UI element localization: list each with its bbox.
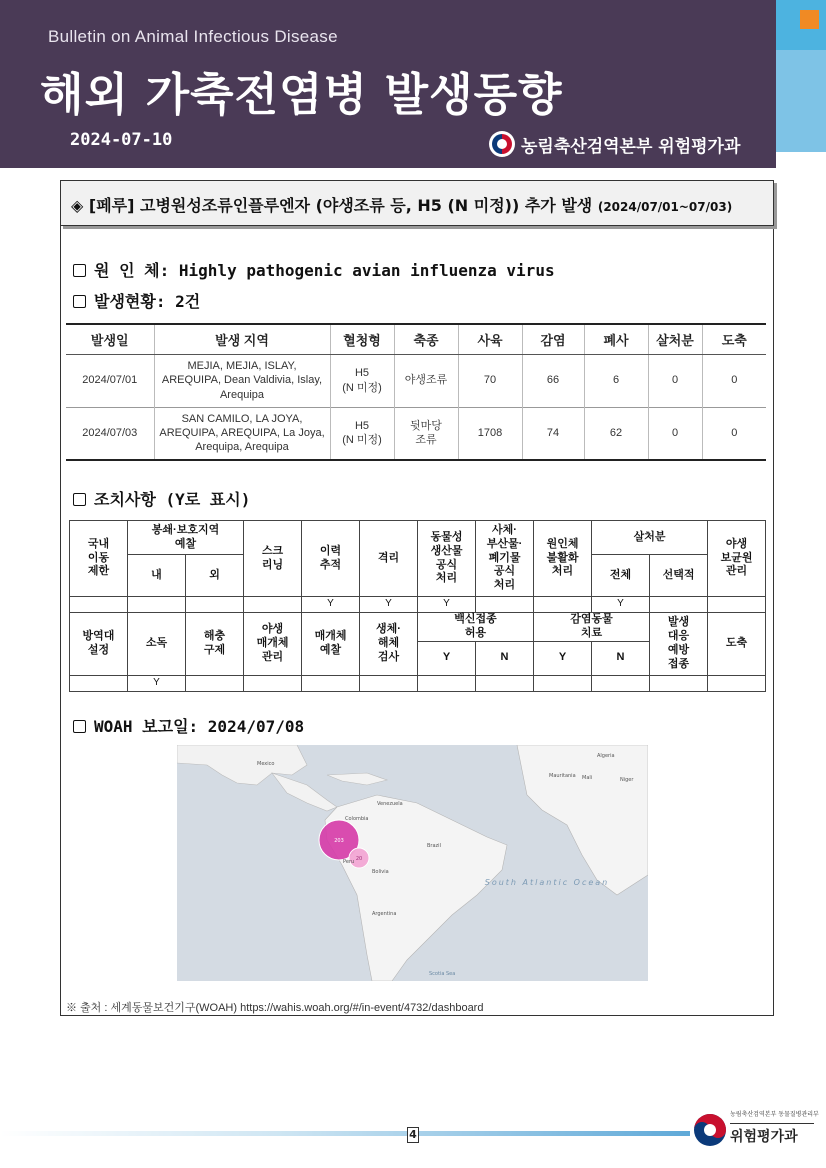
hdr-tracing — [302, 521, 360, 597]
hdr-vector-surv — [302, 613, 360, 676]
hdr-movement — [70, 521, 128, 597]
place-label: Peru — [343, 859, 355, 865]
cell-infected: 74 — [522, 407, 584, 460]
hdr-line: 원인체 — [546, 537, 579, 550]
taegeuk-emblem-icon — [489, 131, 515, 157]
place-label: Argentina — [372, 911, 397, 917]
page-number: 4 — [407, 1127, 419, 1143]
hdr-line: 사체· — [492, 524, 517, 537]
status-line — [73, 289, 200, 312]
value-cell — [70, 597, 128, 613]
place-label: Scotia Sea — [429, 971, 456, 977]
hdr-vacc-yes: Y — [418, 641, 476, 675]
hdr-line: 이동 — [87, 551, 110, 564]
place-label: Niger — [620, 777, 634, 783]
hdr-products — [418, 521, 476, 597]
taegeuk-logo-icon — [690, 1110, 730, 1150]
checkbox-square-icon — [73, 720, 86, 733]
hdr-line: 백신접종 — [454, 613, 497, 625]
col-header: 발생 지역 — [154, 324, 330, 354]
hdr-line: 부산물· — [486, 537, 523, 550]
cell-raised: 1708 — [458, 407, 522, 460]
hdr-line: 처리 — [493, 579, 516, 592]
hdr-cull-all: 전체 — [592, 555, 650, 597]
issue-date: 2024-07-10 — [70, 130, 173, 150]
table-row — [66, 354, 766, 407]
value-cell — [476, 675, 534, 691]
bulletin-subtitle: Bulletin on Animal Infectious Disease — [48, 27, 338, 46]
hdr-disinfection: 소독 — [128, 613, 186, 676]
hdr-line: 공식 — [435, 558, 458, 571]
serotype-line: H5 — [354, 367, 370, 380]
headline-box — [60, 180, 774, 226]
species-line: 뒷마당 — [410, 419, 442, 432]
hdr-line: 야생 — [261, 623, 284, 636]
hdr-line: 허용 — [464, 626, 487, 639]
col-header: 사육 — [458, 324, 522, 354]
cell-dead: 62 — [584, 407, 648, 460]
region-line: Arequipa — [219, 388, 265, 401]
hdr-line: 감염동물 — [570, 613, 613, 625]
value-cell: Y — [592, 597, 650, 613]
hdr-carcass — [476, 521, 534, 597]
cell-serotype — [330, 354, 394, 407]
cell-slaughtered: 0 — [702, 407, 766, 460]
value-cell — [592, 675, 650, 691]
cell-serotype — [330, 407, 394, 460]
hdr-line: 보균원 — [720, 551, 753, 564]
outbreak-map — [177, 745, 648, 981]
serotype-line: (N 미정) — [342, 381, 382, 394]
hdr-line: 예찰 — [319, 643, 342, 656]
hdr-line: 추적 — [319, 558, 342, 571]
region-line: SAN CAMILO, LA JOYA, — [181, 412, 303, 425]
org-name: 농림축산검역본부 위험평가과 — [521, 136, 741, 157]
hdr-treat-yes: Y — [534, 641, 592, 675]
col-header: 혈청형 — [330, 324, 394, 354]
col-header: 축종 — [394, 324, 458, 354]
value-cell: Y — [418, 597, 476, 613]
place-label: Venezuela — [377, 801, 403, 807]
value-cell — [128, 597, 186, 613]
species-line: 야생조류 — [404, 374, 448, 387]
value-cell: Y — [128, 675, 186, 691]
occurrence-header-row — [66, 324, 766, 354]
checkbox-square-icon — [73, 295, 86, 308]
org-logo — [489, 129, 740, 159]
ocean-label: South Atlantic Ocean — [484, 878, 610, 887]
headline-period: (2024/07/01~07/03) — [597, 200, 733, 214]
hdr-line: 접종 — [667, 657, 690, 670]
hdr-vacc-no: N — [476, 641, 534, 675]
region-line: MEJIA, MEJIA, ISLAY, — [187, 360, 297, 373]
hdr-slaughter: 도축 — [708, 613, 766, 676]
cell-region — [154, 354, 330, 407]
hdr-line: 불활화 — [546, 551, 579, 564]
place-label: Algeria — [597, 753, 615, 759]
cell-raised: 70 — [458, 354, 522, 407]
footer-org: 농림축산검역본부 동물질병관리부 — [730, 1111, 819, 1118]
cell-species — [394, 354, 458, 407]
value-cell — [70, 675, 128, 691]
hdr-line: 봉쇄·보호지역 — [151, 523, 220, 536]
value-cell — [186, 675, 244, 691]
col-header: 감염 — [522, 324, 584, 354]
hdr-line: 동물성 — [430, 531, 463, 543]
place-label: Colombia — [345, 816, 369, 822]
cell-date: 2024/07/01 — [66, 354, 154, 407]
hdr-screening — [244, 521, 302, 597]
hdr-line: 생산물 — [430, 544, 463, 557]
hdr-line: 매개체 — [314, 630, 347, 642]
measures-values-row — [70, 597, 766, 613]
value-cell — [186, 597, 244, 613]
checkbox-square-icon — [73, 493, 86, 506]
hdr-line: 치료 — [580, 626, 603, 639]
col-header: 발생일 — [66, 324, 154, 354]
hdr-wild — [708, 521, 766, 597]
value-cell — [418, 675, 476, 691]
hdr-vaccination — [418, 613, 534, 642]
hdr-line: 관리 — [261, 650, 284, 663]
map-graphic — [177, 745, 648, 981]
measures-table — [69, 520, 766, 692]
region-line: Arequipa, Arequipa — [195, 441, 289, 454]
measures-header-row-2 — [70, 613, 766, 642]
value-cell — [302, 675, 360, 691]
cell-dead: 6 — [584, 354, 648, 407]
hdr-line: 해체 — [377, 636, 400, 649]
hdr-line: 스크 — [261, 544, 284, 557]
woah-report-line — [73, 714, 304, 737]
place-label: Mali — [582, 775, 593, 781]
hdr-line: 이력 — [319, 544, 342, 557]
col-header: 살처분 — [648, 324, 702, 354]
col-header: 폐사 — [584, 324, 648, 354]
cell-region — [154, 407, 330, 460]
cluster-label: 20 — [355, 856, 363, 862]
hdr-line: 구제 — [203, 643, 226, 656]
headline — [71, 193, 732, 216]
hdr-line: 해충 — [203, 630, 226, 642]
hdr-line: 예찰 — [174, 537, 197, 550]
species-line: 조류 — [415, 434, 437, 447]
cell-infected: 66 — [522, 354, 584, 407]
cell-culled: 0 — [648, 354, 702, 407]
value-cell — [244, 597, 302, 613]
hdr-culling: 살처분 — [592, 521, 708, 555]
hdr-line: 공식 — [493, 565, 516, 578]
hdr-containment — [128, 521, 244, 555]
hdr-line: 매개체 — [256, 636, 289, 649]
value-cell — [360, 675, 418, 691]
checkbox-square-icon — [73, 264, 86, 277]
value-cell — [244, 675, 302, 691]
value-cell — [708, 597, 766, 613]
cell-slaughtered: 0 — [702, 354, 766, 407]
corner-decoration — [800, 10, 819, 29]
occurrence-table — [66, 323, 766, 461]
value-cell: Y — [360, 597, 418, 613]
value-cell — [534, 675, 592, 691]
cell-culled: 0 — [648, 407, 702, 460]
table-row — [66, 407, 766, 460]
serotype-line: (N 미정) — [342, 434, 382, 447]
measures-values-row-2 — [70, 675, 766, 691]
place-label: Mauritania — [549, 773, 576, 779]
region-line: AREQUIPA, AREQUIPA, La Joya, — [159, 427, 325, 440]
woah-report-text: WOAH 보고일: 2024/07/08 — [94, 717, 305, 736]
place-label: Mexico — [257, 761, 275, 767]
value-cell: Y — [302, 597, 360, 613]
value-cell — [708, 675, 766, 691]
pathogen-text: 원 인 체: Highly pathogenic avian influenza virus — [94, 261, 555, 280]
hdr-line: 생체· — [376, 623, 401, 636]
hdr-treat-no: N — [592, 641, 650, 675]
measures-header-row — [70, 521, 766, 555]
value-cell — [534, 597, 592, 613]
hdr-line: 관리 — [725, 565, 748, 578]
hdr-prevention — [650, 613, 708, 676]
col-header: 도축 — [702, 324, 766, 354]
hdr-zone — [70, 613, 128, 676]
page-title: 해외 가축전염병 발생동향 — [40, 68, 563, 121]
hdr-line: 폐기물 — [488, 551, 521, 564]
hdr-line: 발생 — [667, 616, 690, 629]
source-citation: ※ 출처 : 세계동물보건기구(WOAH) https://wahis.woah.org/#/in-event/4732/dashboard — [66, 1002, 484, 1014]
hdr-line: 처리 — [551, 565, 574, 578]
footer-divider — [730, 1123, 814, 1124]
footer-department: 위험평가과 — [730, 1129, 798, 1145]
hdr-line: 설정 — [87, 643, 110, 656]
footer-rule — [0, 1131, 690, 1136]
hdr-line: 예방 — [667, 643, 690, 656]
hdr-line: 리닝 — [261, 558, 284, 571]
hdr-line: 검사 — [377, 650, 400, 663]
value-cell — [650, 675, 708, 691]
serotype-line: H5 — [354, 419, 370, 432]
headline-text: ◈ [페루] 고병원성조류인플루엔자 (야생조류 등, H5 (N 미정)) 추가 발생 — [71, 196, 593, 215]
cell-date: 2024/07/03 — [66, 407, 154, 460]
hdr-outside: 외 — [186, 555, 244, 597]
hdr-wild-vector — [244, 613, 302, 676]
hdr-inactivation — [534, 521, 592, 597]
cell-species — [394, 407, 458, 460]
hdr-inside: 내 — [128, 555, 186, 597]
hdr-quarantine: 격리 — [360, 521, 418, 597]
place-label: Bolivia — [372, 869, 389, 875]
value-cell — [476, 597, 534, 613]
hdr-pest — [186, 613, 244, 676]
pathogen-line — [73, 258, 555, 281]
hdr-line: 대응 — [667, 630, 690, 642]
hdr-line: 국내 — [87, 537, 110, 550]
hdr-line: 처리 — [435, 572, 458, 585]
hdr-treatment — [534, 613, 650, 642]
status-text: 발생현황: 2건 — [94, 292, 201, 311]
hdr-line: 방역대 — [82, 630, 115, 642]
place-label: Brazil — [427, 843, 441, 849]
measures-title-text: 조치사항 (Y로 표시) — [94, 490, 251, 509]
hdr-testing — [360, 613, 418, 676]
hdr-cull-selective: 선택적 — [650, 555, 708, 597]
region-line: AREQUIPA, Dean Valdivia, Islay, — [161, 374, 323, 387]
hdr-line: 야생 — [725, 537, 748, 550]
value-cell — [650, 597, 708, 613]
measures-section-title — [73, 487, 250, 510]
cluster-label: 203 — [334, 838, 344, 844]
hdr-line: 제한 — [87, 565, 110, 578]
